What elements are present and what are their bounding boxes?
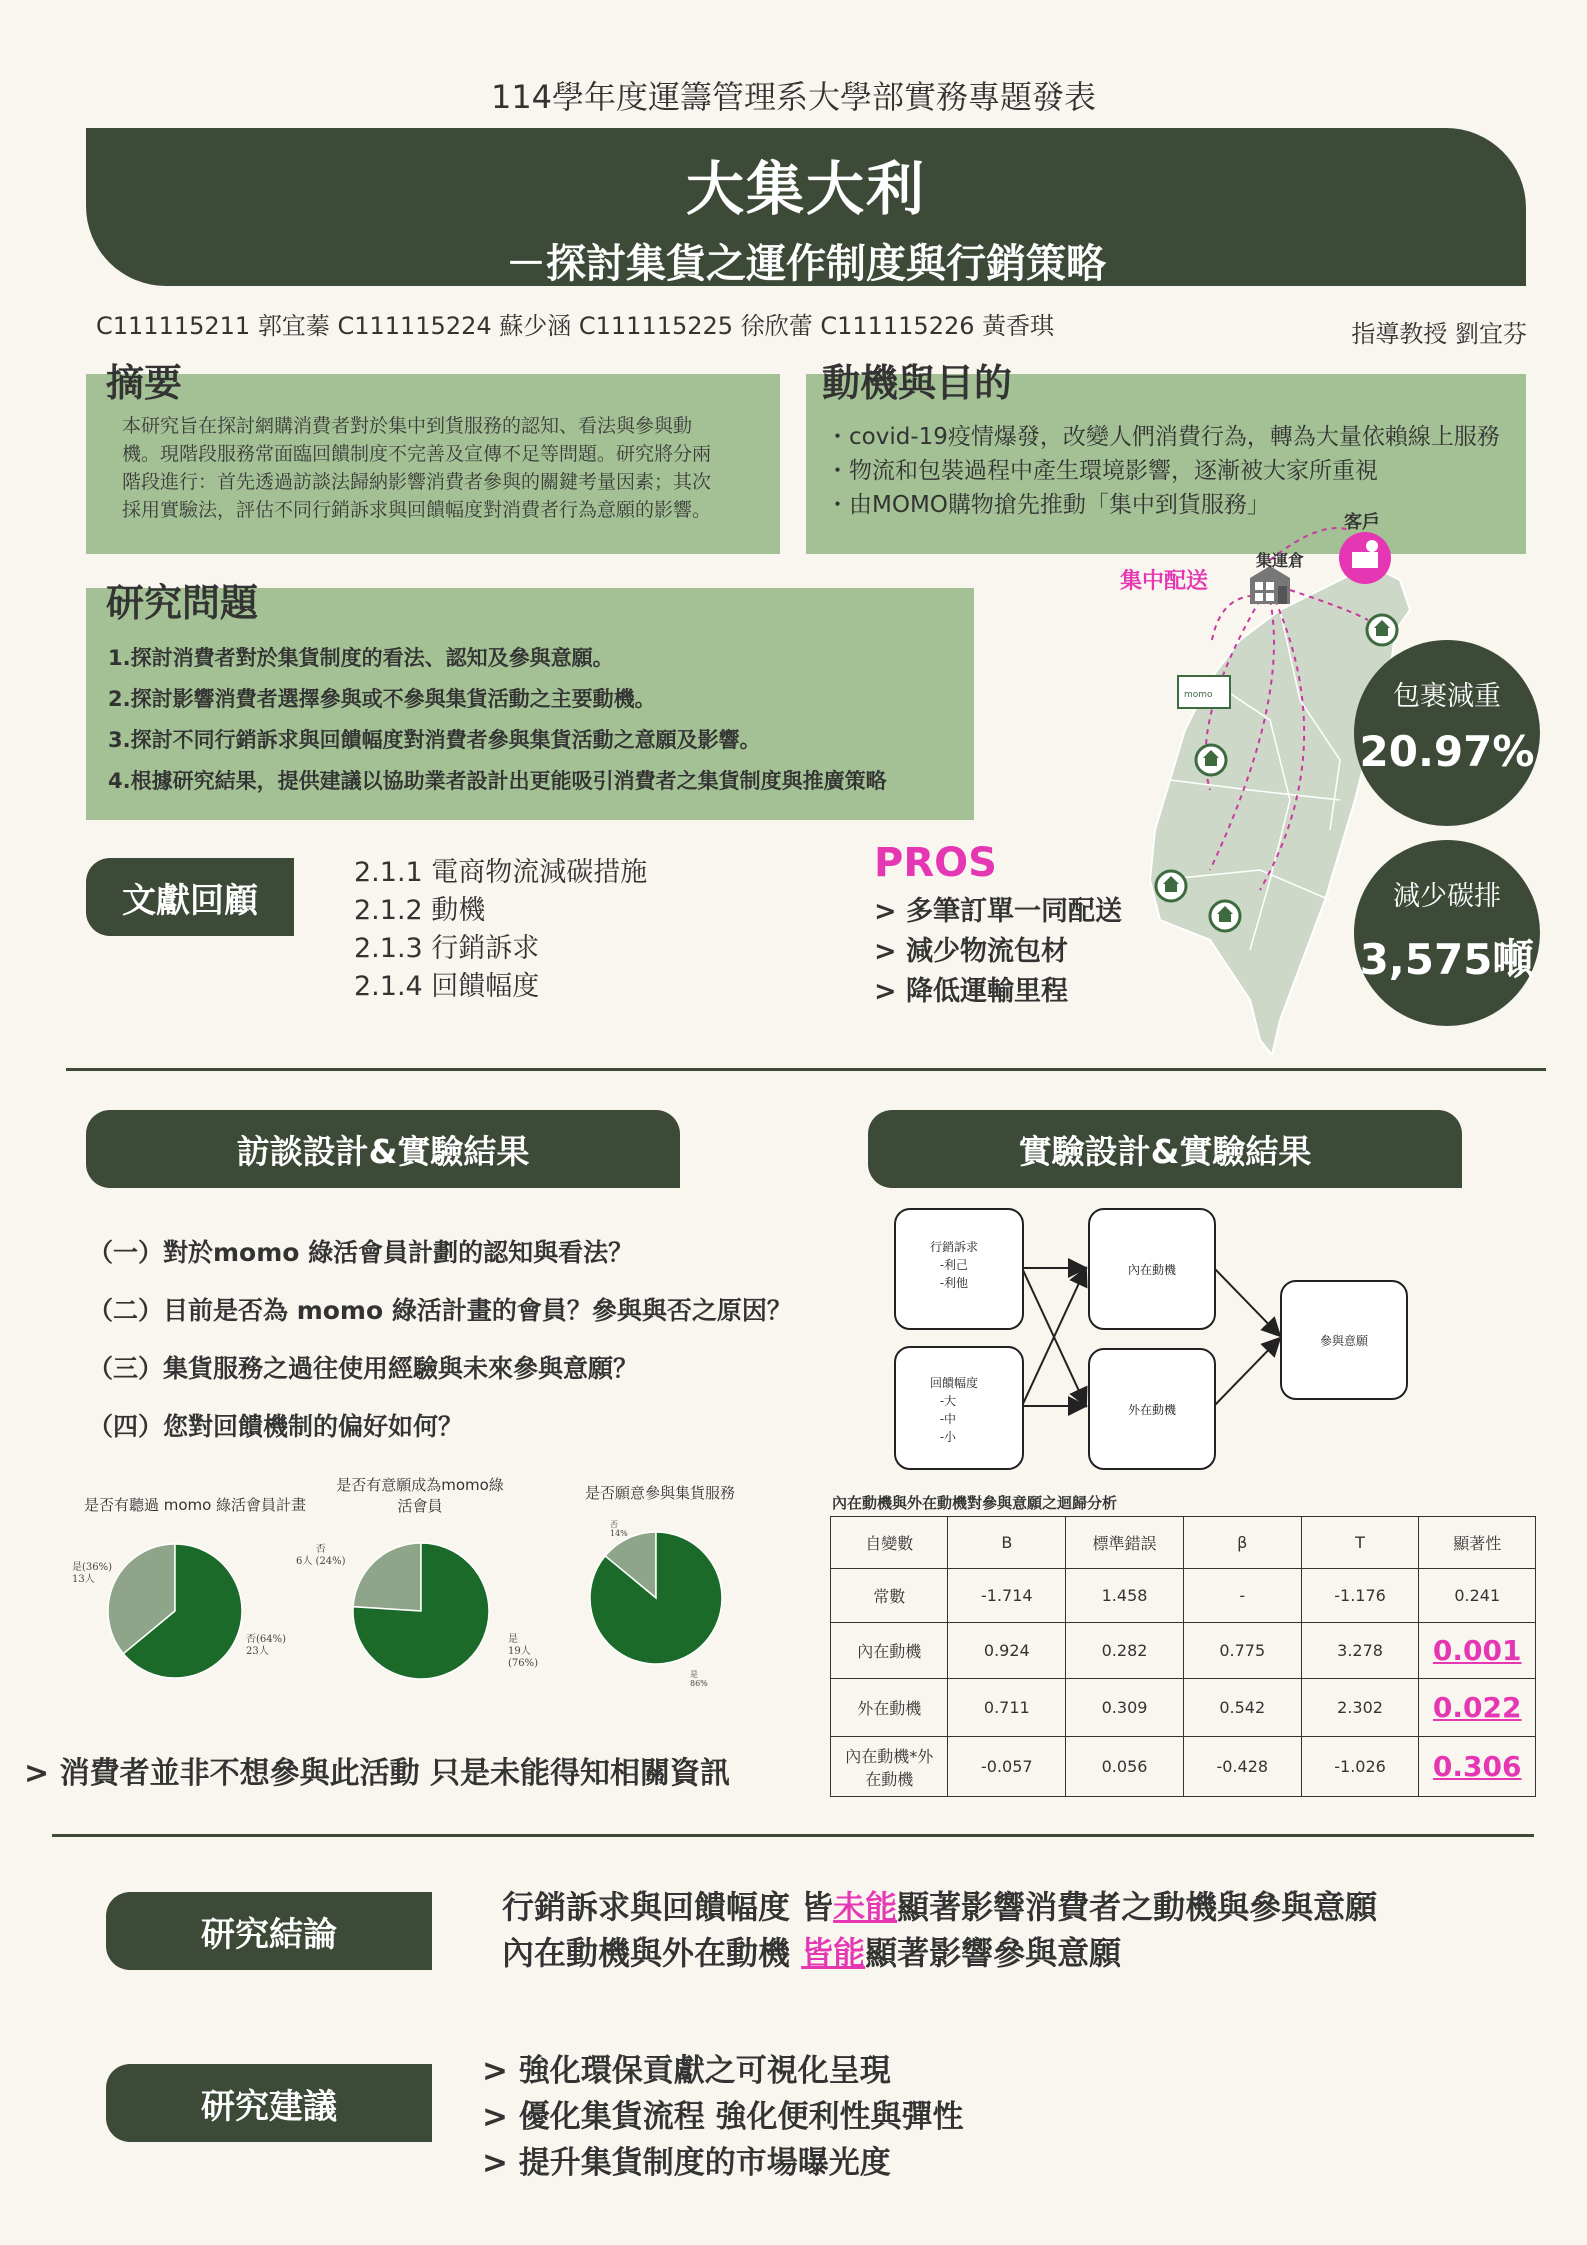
pie3-title: 是否願意參與集貨服務 xyxy=(584,1484,735,1502)
table-cell: -1.026 xyxy=(1301,1737,1419,1797)
conclusion-text-part: 顯著影響參與意願 xyxy=(865,1934,1122,1972)
regression-table-title: 內在動機與外在動機對參與意願之迴歸分析 xyxy=(832,1494,1118,1512)
node-extrinsic-motivation: 外在動機 xyxy=(1088,1348,1216,1470)
table-cell: 外在動機 xyxy=(831,1679,948,1737)
slice-label: 否 xyxy=(610,1520,618,1529)
slice-count: 23人 xyxy=(246,1646,269,1657)
table-row xyxy=(831,1737,1536,1797)
pie3-label-no xyxy=(610,1520,628,1538)
pie3-label-yes xyxy=(690,1670,708,1688)
suggestion-item: > 提升集貨制度的市場曝光度 xyxy=(482,2145,891,2181)
node-participation-intention: 參與意願 xyxy=(1280,1280,1408,1400)
slice-count: 6人 (24%) xyxy=(296,1556,346,1567)
table-cell: 內在動機 xyxy=(831,1623,948,1679)
significant-value: 0.306 xyxy=(1432,1750,1522,1783)
table-header: 自變數 xyxy=(831,1517,948,1569)
conclusion-text-part: 顯著影響消費者之動機與參與意願 xyxy=(897,1888,1378,1926)
slice-count: 19人 xyxy=(508,1646,531,1657)
research-question: 2.探討影響消費者選擇參與或不參與集貨活動之主要動機。 xyxy=(108,687,656,711)
node-line: -中 xyxy=(940,1412,957,1426)
title-banner xyxy=(86,128,1526,286)
stat-label: 減少碳排 xyxy=(1393,881,1501,912)
pie2-label-yes xyxy=(508,1634,538,1670)
divider xyxy=(52,1834,1534,1837)
node-line: -大 xyxy=(940,1394,957,1408)
suggestion-item: > 優化集貨流程 強化便利性與彈性 xyxy=(482,2099,964,2135)
pros-heading: PROS xyxy=(874,840,997,886)
table-header: 顯著性 xyxy=(1419,1517,1536,1569)
pie2-chart xyxy=(346,1536,496,1686)
stat-package-weight xyxy=(1354,640,1540,826)
delivery-label: 集中配送 xyxy=(1120,569,1209,594)
table-cell: 0.775 xyxy=(1183,1623,1301,1679)
interview-question: （二）目前是否為 momo 綠活計畫的會員？參與與否之原因？ xyxy=(88,1296,792,1325)
research-questions-list xyxy=(108,638,887,802)
truck-icon xyxy=(1178,676,1230,708)
suggestion-item: > 強化環保貢獻之可視化呈現 xyxy=(482,2053,891,2089)
literature-list xyxy=(354,854,647,1006)
table-cell xyxy=(1419,1737,1536,1797)
conclusion-text-part: 內在動機與外在動機 xyxy=(502,1934,802,1972)
conclusion-line-2 xyxy=(502,1930,1377,1976)
authors: C111115211 郭宜蓁 C111115224 蘇少涵 C111115225 徐欣蕾 C111115226 黃香琪 xyxy=(96,312,1055,340)
suggestions-heading: 研究建議 xyxy=(106,2064,432,2142)
experiment-heading: 實驗設計&實驗結果 xyxy=(868,1110,1462,1188)
node-line: -小 xyxy=(940,1430,957,1444)
stat-carbon xyxy=(1354,840,1540,1026)
interview-question: （三）集貨服務之過往使用經驗與未來參與意願？ xyxy=(88,1354,639,1383)
stat-value: 20.97% xyxy=(1359,727,1535,776)
conclusion-heading: 研究結論 xyxy=(106,1892,432,1970)
slice-label: 否 xyxy=(315,1544,326,1555)
table-cell: - xyxy=(1183,1569,1301,1623)
pros-item: > 多筆訂單一同配送 xyxy=(874,896,1123,927)
table-cell: 0.711 xyxy=(948,1679,1066,1737)
pie1-label-yes xyxy=(72,1562,112,1586)
slice-pct: (76%) xyxy=(508,1658,539,1669)
literature-item: 2.1.1 電商物流減碳措施 xyxy=(354,857,648,888)
table-cell: 常數 xyxy=(831,1569,948,1623)
advisor: 指導教授 劉宜芬 xyxy=(1351,320,1527,348)
slice-pct: 14% xyxy=(610,1529,628,1538)
table-cell: -0.057 xyxy=(948,1737,1066,1797)
table-cell: 2.302 xyxy=(1301,1679,1419,1737)
regression-table xyxy=(830,1516,1536,1797)
node-line: -利他 xyxy=(940,1276,969,1290)
slice-count: 13人 xyxy=(72,1574,95,1585)
abstract-line: 本研究旨在探討網購消費者對於集中到貨服務的認知、看法與參與動 xyxy=(122,415,693,437)
pros-item: > 減少物流包材 xyxy=(874,936,1069,967)
table-cell: 0.056 xyxy=(1066,1737,1184,1797)
literature-item: 2.1.3 行銷訴求 xyxy=(354,933,540,964)
motivation-item: ・物流和包裝過程中產生環境影響，逐漸被大家所重視 xyxy=(826,458,1378,484)
pie1-chart xyxy=(100,1536,250,1686)
slice-label: 是(36%) xyxy=(72,1562,113,1573)
table-header: B xyxy=(948,1517,1066,1569)
interview-conclusion: > 消費者並非不想參與此活動 只是未能得知相關資訊 xyxy=(24,1756,731,1791)
conclusion-text xyxy=(502,1884,1377,1976)
customer-icon xyxy=(1339,532,1391,584)
customer-label: 客戶 xyxy=(1344,512,1380,533)
suggestions-list xyxy=(482,2048,964,2186)
table-header: 標準錯誤 xyxy=(1066,1517,1184,1569)
pros-item: > 降低運輸里程 xyxy=(874,976,1069,1007)
slice-pct: 86% xyxy=(690,1679,708,1688)
abstract-line: 採用實驗法，評估不同行銷訴求與回饋幅度對消費者行為意願的影響。 xyxy=(122,499,712,521)
table-cell: 內在動機*外在動機 xyxy=(831,1737,948,1797)
pie3-chart xyxy=(586,1528,726,1668)
table-row xyxy=(831,1679,1536,1737)
table-cell: -0.428 xyxy=(1183,1737,1301,1797)
table-header: T xyxy=(1301,1517,1419,1569)
table-row xyxy=(831,1623,1536,1679)
interview-question: （四）您對回饋機制的偏好如何？ xyxy=(88,1412,464,1441)
warehouse-icon xyxy=(1250,566,1290,604)
interview-heading: 訪談設計&實驗結果 xyxy=(86,1110,680,1188)
pie-slice-0 xyxy=(353,1543,421,1611)
poster-subtitle: －探討集貨之運作制度與行銷策略 xyxy=(506,241,1106,287)
research-question: 4.根據研究結果，提供建議以協助業者設計出更能吸引消費者之集貨制度與推廣策略 xyxy=(108,769,887,793)
conference-title: 114學年度運籌管理系大學部實務專題發表 xyxy=(490,78,1097,116)
pie1-label-no xyxy=(246,1634,286,1658)
table-cell: 3.278 xyxy=(1301,1623,1419,1679)
divider xyxy=(66,1068,1546,1071)
interview-question: （一）對於momo 綠活會員計劃的認知與看法？ xyxy=(88,1238,634,1267)
table-cell: 1.458 xyxy=(1066,1569,1184,1623)
abstract-line: 機。現階段服務常面臨回饋制度不完善及宣傳不足等問題。研究將分兩 xyxy=(122,443,712,465)
abstract-line: 階段進行：首先透過訪談法歸納影響消費者參與的關鍵考量因素；其次 xyxy=(122,471,712,493)
pie1-title: 是否有聽過 momo 綠活會員計畫 xyxy=(83,1496,307,1514)
stat-label: 包裹減重 xyxy=(1393,681,1501,712)
research-question: 1.探討消費者對於集貨制度的看法、認知及參與意願。 xyxy=(108,646,614,670)
table-header: β xyxy=(1183,1517,1301,1569)
literature-heading: 文獻回顧 xyxy=(86,858,294,936)
conclusion-highlight: 皆能 xyxy=(801,1934,866,1972)
table-cell: 0.309 xyxy=(1066,1679,1184,1737)
slice-label: 是 xyxy=(690,1670,698,1679)
significant-value: 0.001 xyxy=(1432,1634,1522,1667)
abstract-heading: 摘要 xyxy=(106,361,183,405)
table-cell: -1.714 xyxy=(948,1569,1066,1623)
node-marketing-appeal xyxy=(894,1208,1024,1330)
pros-list xyxy=(874,892,1122,1012)
pie2-title: 是否有意願成為momo綠活會員 xyxy=(336,1476,504,1515)
pie2-label-no xyxy=(296,1544,346,1568)
motivation-item: ・covid-19疫情爆發，改變人們消費行為，轉為大量依賴線上服務 xyxy=(826,424,1500,450)
table-cell: 0.542 xyxy=(1183,1679,1301,1737)
slice-label: 否(64%) xyxy=(246,1634,287,1645)
table-row xyxy=(831,1569,1536,1623)
conclusion-text-part: 行銷訴求與回饋幅度 皆 xyxy=(502,1888,834,1926)
table-cell: 0.282 xyxy=(1066,1623,1184,1679)
node-intrinsic-motivation: 內在動機 xyxy=(1088,1208,1216,1330)
research-question: 3.探討不同行銷訴求與回饋幅度對消費者參與集貨活動之意願及影響。 xyxy=(108,728,761,752)
motivation-heading: 動機與目的 xyxy=(822,361,1013,405)
table-header-row xyxy=(831,1517,1536,1569)
slice-label: 是 xyxy=(508,1634,518,1645)
stat-value: 3,575噸 xyxy=(1359,935,1535,984)
interview-questions xyxy=(88,1224,792,1456)
table-cell: 0.241 xyxy=(1419,1569,1536,1623)
node-reward-level xyxy=(894,1346,1024,1470)
table-cell: 0.924 xyxy=(948,1623,1066,1679)
research-questions-heading: 研究問題 xyxy=(106,581,259,625)
warehouse-label: 集運倉 xyxy=(1256,551,1305,570)
abstract-text xyxy=(122,412,772,524)
truck-label: momo xyxy=(1184,690,1213,700)
literature-item: 2.1.2 動機 xyxy=(354,895,486,926)
table-cell: -1.176 xyxy=(1301,1569,1419,1623)
node-line: 行銷訴求 xyxy=(930,1240,979,1254)
significant-value: 0.022 xyxy=(1432,1691,1522,1724)
table-cell xyxy=(1419,1679,1536,1737)
conclusion-line-1 xyxy=(502,1884,1377,1930)
motivation-item: ・由MOMO購物搶先推動「集中到貨服務」 xyxy=(826,492,1270,518)
conclusion-highlight: 未能 xyxy=(833,1888,898,1926)
node-line: -利己 xyxy=(940,1258,969,1272)
table-cell xyxy=(1419,1623,1536,1679)
node-line: 回饋幅度 xyxy=(930,1376,979,1390)
literature-item: 2.1.4 回饋幅度 xyxy=(354,971,540,1002)
poster-title: 大集大利 xyxy=(685,155,926,223)
